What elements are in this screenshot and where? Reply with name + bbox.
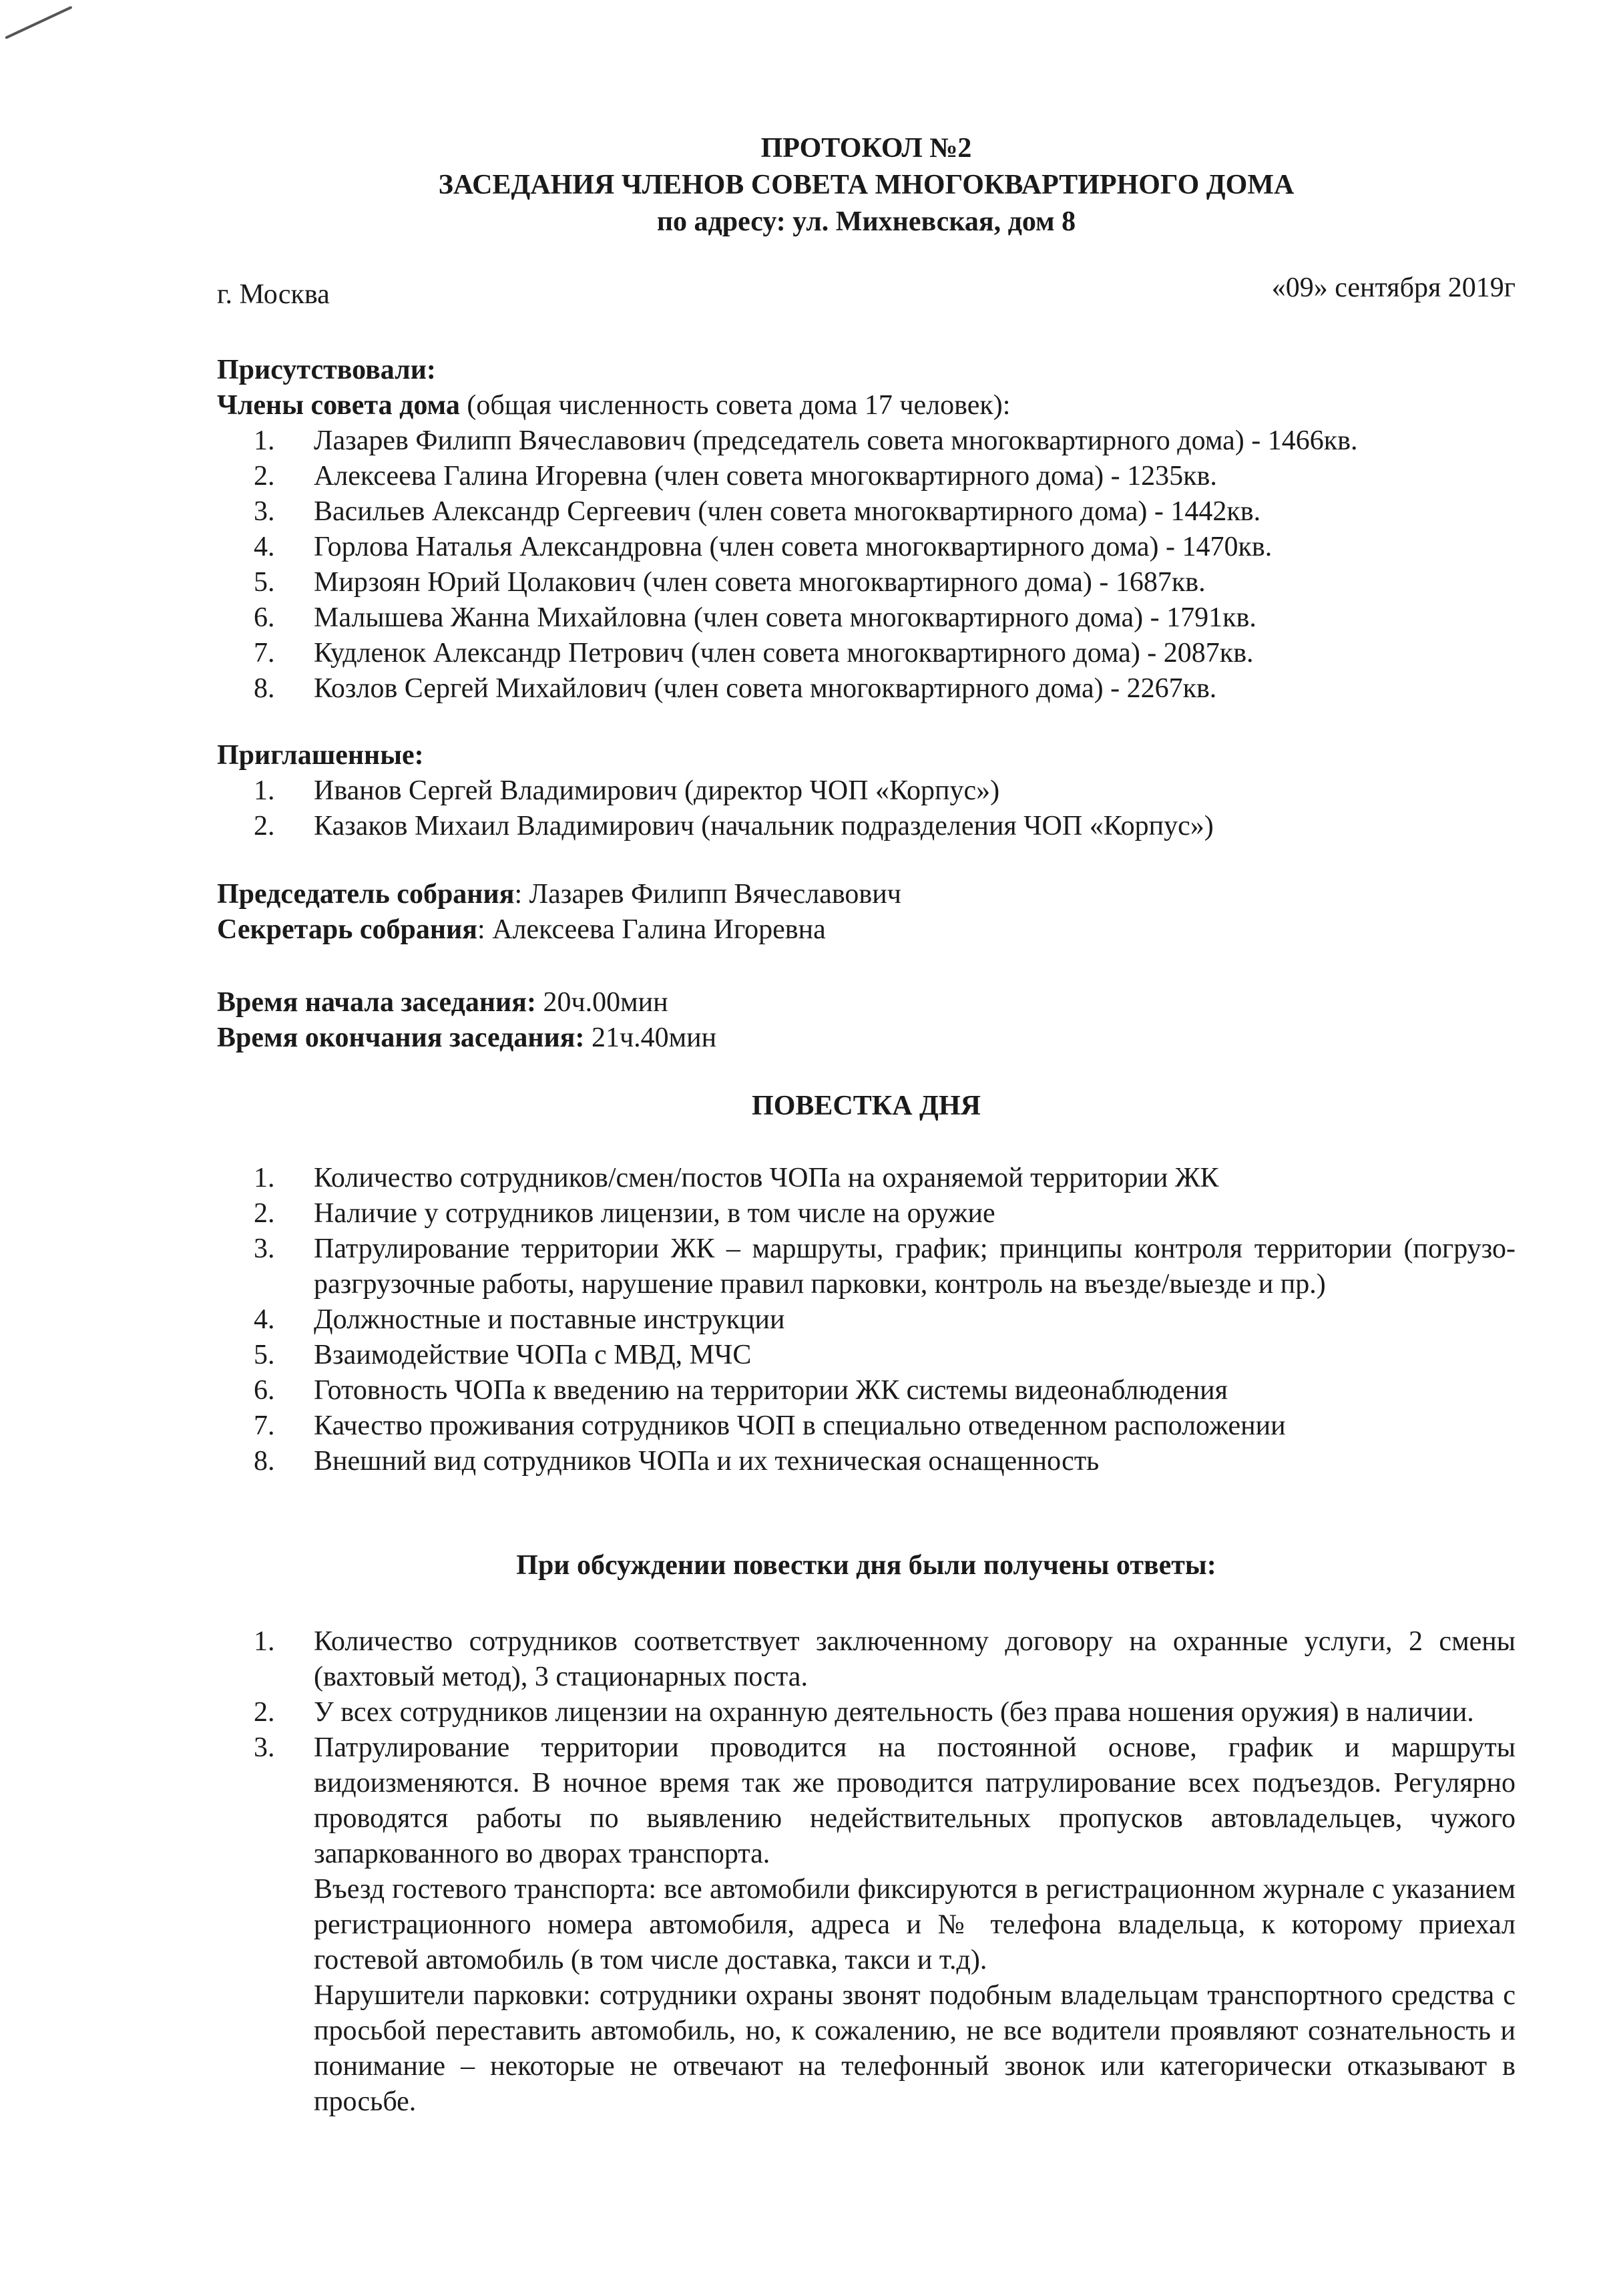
chair-line [217, 877, 1516, 912]
answers-heading: При обсуждении повестки дня были получены ответы: [516, 1550, 1216, 1581]
list-item: 3. Патрулирование территории ЖК – маршруты, график; принципы контроля территории (погрузо-разгрузочные работы, нарушение правил парковки, контроль на въезде/выезде и пр.) [254, 1233, 1516, 1300]
secretary-line [217, 912, 1516, 948]
list-item: 5. Мирзоян Юрий Цолакович (член совета многоквартирного дома) - 1687кв. [254, 567, 1206, 598]
list-item: 2. Алексеева Галина Игоревна (член совета многоквартирного дома) - 1235кв. [254, 461, 1217, 492]
agenda-list [217, 1161, 1516, 1479]
list-item: 1. Количество сотрудников соответствует заключенному договору на охранные услуги, 2 смены (вахтовый метод), 3 стационарных поста. [254, 1626, 1516, 1692]
pen-mark [5, 6, 72, 39]
list-item: 3. Патрулирование территории проводится на постоянной основе, график и маршруты видоизменяются. В ночное время так же проводится патрулирование всех подъездов. Регулярно проводятся работы по выявлению недействительных пропусков автовладельцев, чужого запаркованного во дворах транспорта. Въезд гостевого транспорта: все автомобили фиксируются в регистрационном журнале с указанием регистрационного номера автомобиля, адреса и № телефона владельца, к которому приехал гостевой автомобиль (в том числе доставка, такси и т.д). Нарушители парковки: сотрудники охраны звонят подобным владельцам транспортного средства с просьбой переставить автомобиль, но, к сожалению, не все водители проявляют сознательность и понимание – некоторые не отвечают на телефонный звонок или категорически отказывают в просьбе. [254, 1732, 1516, 2117]
list-item: 7. Качество проживания сотрудников ЧОП в специально отведенном расположении [254, 1410, 1286, 1441]
list-item: 4. Горлова Наталья Александровна (член совета многоквартирного дома) - 1470кв. [254, 532, 1273, 562]
secretary-label: Секретарь собрания [217, 914, 478, 945]
members-intro [217, 388, 1516, 423]
list-item: 8. Козлов Сергей Михайлович (член совета многоквартирного дома) - 2267кв. [254, 673, 1217, 704]
start-time-value: 20ч.00мин [535, 987, 668, 1018]
attendees-section [217, 353, 1516, 707]
invited-list [217, 773, 1516, 844]
list-item: 7. Кудленок Александр Петрович (член совета многоквартирного дома) - 2087кв. [254, 638, 1254, 668]
invited-section [217, 738, 1516, 844]
list-item: 3. Васильев Александр Сергеевич (член совета многоквартирного дома) - 1442кв. [254, 496, 1261, 527]
end-time-value: 21ч.40мин [584, 1022, 717, 1053]
members-list [217, 423, 1516, 707]
members-note: (общая численность совета дома 17 человек): [459, 390, 1011, 421]
chair-label: Председатель собрания [217, 879, 515, 910]
list-item: 6. Готовность ЧОПа к введению на территории ЖК системы видеонаблюдения [254, 1375, 1228, 1406]
agenda-heading: ПОВЕСТКА ДНЯ [752, 1091, 981, 1121]
list-item: 2. У всех сотрудников лицензии на охранную деятельность (без права ношения оружия) в наличии. [254, 1697, 1474, 1728]
list-item: 6. Малышева Жанна Михайловна (член совета многоквартирного дома) - 1791кв. [254, 602, 1256, 633]
end-time-line [217, 1020, 1516, 1056]
times-section [217, 985, 1516, 1056]
attendees-heading: Присутствовали: [217, 355, 436, 385]
list-item: 1. Количество сотрудников/смен/постов ЧОПа на охраняемой территории ЖК [254, 1163, 1219, 1193]
list-item: 2. Казаков Михаил Владимирович (начальник подразделения ЧОП «Корпус») [254, 811, 1214, 841]
document-title: ПРОТОКОЛ №2 [760, 133, 972, 164]
list-item: 5. Взаимодействие ЧОПа с МВД, МЧС [254, 1340, 752, 1370]
list-item: 4. Должностные и поставные инструкции [254, 1304, 785, 1335]
list-item: 2. Наличие у сотрудников лицензии, в том числе на оружие [254, 1198, 995, 1229]
members-label: Члены совета дома [217, 390, 460, 421]
list-item: 1. Иванов Сергей Владимирович (директор ЧОП «Корпус») [254, 775, 1000, 806]
document-subtitle: ЗАСЕДАНИЯ ЧЛЕНОВ СОВЕТА МНОГОКВАРТИРНОГО ДОМА [438, 170, 1295, 200]
document-city: г. Москва [217, 279, 330, 310]
secretary-value: : Алексеева Галина Игоревна [477, 914, 826, 945]
list-item: 1. Лазарев Филипп Вячеславович (председатель совета многоквартирного дома) - 1466кв. [254, 425, 1358, 456]
start-time-line [217, 985, 1516, 1020]
document-address: по адресу: ул. Михневская, дом 8 [656, 206, 1076, 237]
answers-section [217, 1624, 1516, 2120]
start-time-label: Время начала заседания: [217, 987, 536, 1018]
agenda-section [217, 1161, 1516, 1479]
chair-value: : Лазарев Филипп Вячеславович [514, 879, 901, 910]
answers-list [217, 1624, 1516, 2120]
document-date: «09» сентября 2019г [1271, 272, 1516, 303]
list-item: 8. Внешний вид сотрудников ЧОПа и их техническая оснащенность [254, 1446, 1100, 1477]
officers-section [217, 877, 1516, 948]
end-time-label: Время окончания заседания: [217, 1022, 585, 1053]
invited-heading: Приглашенные: [217, 740, 424, 771]
